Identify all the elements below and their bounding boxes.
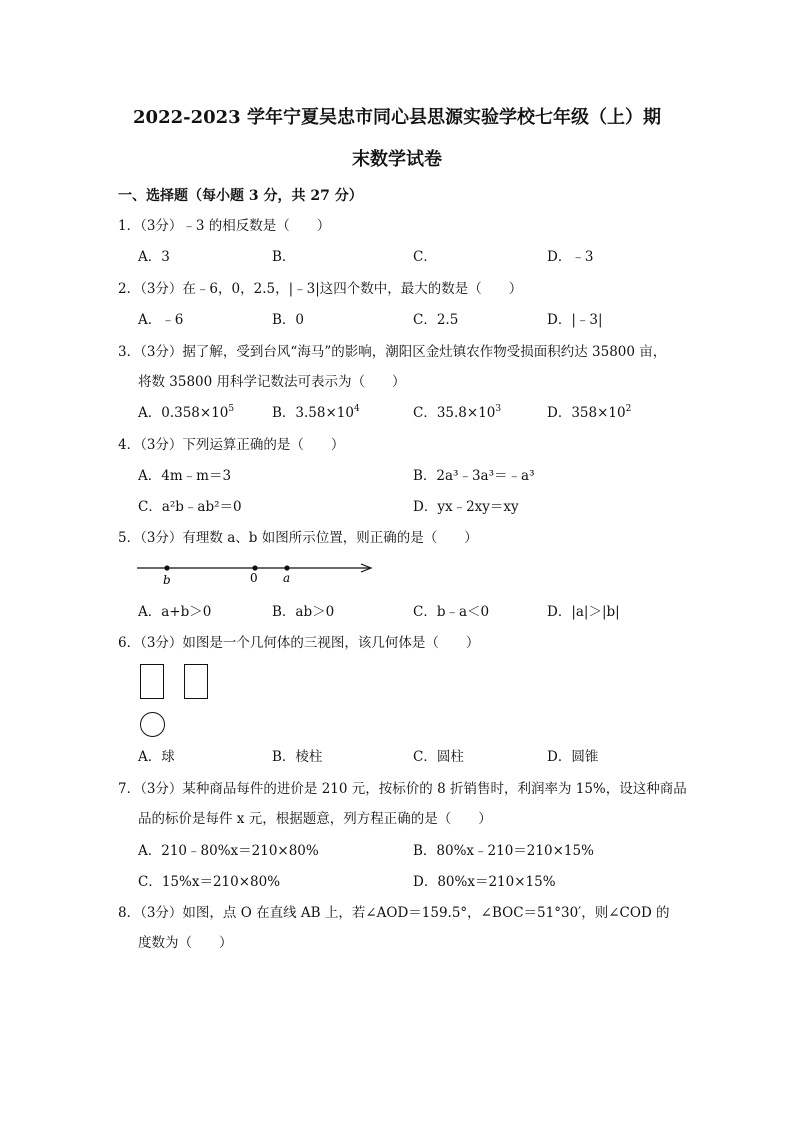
label-0: 0 [250, 571, 258, 585]
question-3-stem-line2: 将数 35800 用科学记数法可表示为（ ） [138, 374, 406, 390]
side-view-rectangle [184, 664, 208, 699]
q6-option-b: B．棱柱 [272, 749, 323, 765]
label-b: b [163, 573, 171, 587]
question-6-stem: 6．（3分）如图是一个几何体的三视图，该几何体是（ ） [118, 635, 480, 651]
q2-option-b: B．0 [272, 312, 305, 328]
q5-option-c: C．b﹣a＜0 [413, 604, 490, 620]
question-7-stem-line1: 7．（3分）某种商品每件的进价是 210 元，按标价的 8 折销售时，利润率为 15%，设这种商品 [118, 781, 687, 797]
q3-option-d: D．$358\times 10^2$ [547, 404, 632, 421]
question-5-stem: 5．（3分）有理数 a、b 如图所示位置，则正确的是（ ） [118, 530, 478, 546]
q5-option-d: D．|a|＞|b| [547, 604, 620, 620]
q4-option-a: A．4m﹣m＝3 [138, 468, 232, 484]
q7-option-a: A．210﹣80%x＝210×80% [138, 843, 319, 859]
q1-option-a: A．3 [138, 249, 170, 265]
exam-title-line2: 末数学试卷 [352, 149, 442, 170]
section-heading: 一、选择题（每小题 3 分，共 27 分） [118, 188, 363, 204]
question-7-stem-line2: 品的标价是每件 x 元，根据题意，列方程正确的是（ ） [138, 811, 492, 827]
q2-option-d: D．|﹣3| [547, 312, 603, 328]
q6-option-c: C．圆柱 [413, 749, 464, 765]
q4-option-c: C．a²b﹣ab²＝0 [138, 499, 242, 515]
top-view-circle [140, 712, 165, 737]
point-a [284, 565, 289, 570]
q4-option-d: D．yx﹣2xy＝xy [413, 499, 519, 515]
q7-option-b: B．80%x﹣210＝210×15% [413, 843, 594, 859]
q1-option-b: B． [272, 249, 296, 265]
question-8-stem-line1: 8．（3分）如图，点 O 在直线 AB 上，若∠AOD＝159.5°，∠BOC＝51°30′，则∠COD 的 [118, 905, 670, 921]
q3-option-c: C．$35.8\times 10^3$ [413, 404, 502, 421]
q4-option-b: B．2a³﹣3a³＝﹣a³ [413, 468, 535, 484]
question-4-stem: 4．（3分）下列运算正确的是（ ） [118, 437, 345, 453]
q2-option-c: C．2.5 [413, 312, 459, 328]
point-0 [252, 565, 257, 570]
question-1-stem: 1．（3分）﹣3 的相反数是（ ） [118, 218, 331, 234]
number-line-figure [135, 558, 385, 588]
q1-option-d: D．﹣3 [547, 249, 594, 265]
q3-option-b: B．$3.58\times 10^4$ [272, 404, 360, 421]
question-2-stem: 2．（3分）在﹣6，0，2.5，|﹣3|这四个数中，最大的数是（ ） [118, 281, 523, 297]
q1-option-c: C． [413, 249, 437, 265]
exam-title-line1: 2022-2023 学年宁夏吴忠市同心县思源实验学校七年级（上）期 [133, 107, 661, 128]
front-view-rectangle [140, 664, 164, 699]
q6-option-a: A．球 [138, 749, 175, 765]
point-b [164, 565, 169, 570]
q7-option-c: C．15%x＝210×80% [138, 874, 281, 890]
q5-option-a: A．a+b＞0 [138, 604, 212, 620]
question-3-stem-line1: 3．（3分）据了解，受到台风“海马”的影响，潮阳区金灶镇农作物受损面积约达 35800 亩， [118, 344, 667, 360]
question-8-stem-line2: 度数为（ ） [138, 935, 233, 951]
q2-option-a: A．﹣6 [138, 312, 184, 328]
q3-option-a: A．$0.358\times 10^5$ [138, 404, 235, 421]
label-a: a [283, 571, 291, 585]
q5-option-b: B．ab＞0 [272, 604, 335, 620]
q6-option-d: D．圆锥 [547, 749, 599, 765]
q7-option-d: D．80%x＝210×15% [413, 874, 556, 890]
